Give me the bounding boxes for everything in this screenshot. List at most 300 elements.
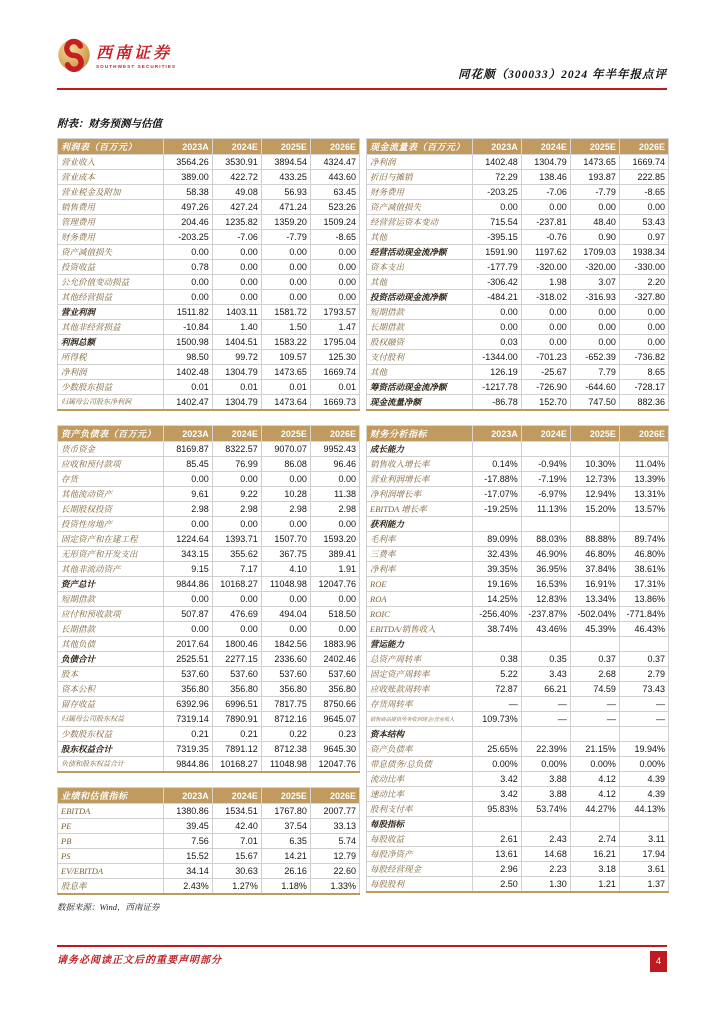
cell-value: 2.96: [472, 862, 521, 877]
cell-value: 8.65: [619, 365, 668, 380]
cell-value: -86.78: [472, 395, 521, 411]
row-label: 折旧与摊销: [367, 170, 473, 185]
cell-value: 39.35%: [472, 562, 521, 577]
row-label: 股息率: [58, 879, 164, 895]
cell-value: 15.52: [163, 849, 212, 864]
cell-value: -0.94%: [521, 457, 570, 472]
table-row: [58, 290, 360, 305]
cell-value: 0.00: [310, 622, 359, 637]
cell-value: 0.00: [261, 275, 310, 290]
cell-value: 2007.77: [310, 804, 359, 819]
cell-value: 49.08: [212, 185, 261, 200]
cell-value: -7.06: [521, 185, 570, 200]
year-column-header: 2024E: [212, 139, 261, 155]
cell-value: 1842.56: [261, 637, 310, 652]
row-label: 负债和股东权益合计: [58, 757, 164, 773]
row-label: 存货周转率: [367, 697, 473, 712]
cell-value: -203.25: [163, 230, 212, 245]
cell-value: -17.88%: [472, 472, 521, 487]
row-label: EV/EBITDA: [58, 864, 164, 879]
row-label: 营业收入: [58, 155, 164, 170]
row-label: 其他经营损益: [58, 290, 164, 305]
table-row: [367, 697, 669, 712]
appendix-title: 附表：财务预测与估值: [57, 119, 162, 130]
cell-value: 0.00: [472, 305, 521, 320]
table-row: [58, 472, 360, 487]
cell-value: 63.45: [310, 185, 359, 200]
cell-value: 1581.72: [261, 305, 310, 320]
cell-value: 9.22: [212, 487, 261, 502]
table-row: [367, 275, 669, 290]
table-row: [367, 607, 669, 622]
cell-value: 2.43: [521, 832, 570, 847]
cell-value: 8169.87: [163, 442, 212, 457]
row-label: 净利润: [58, 365, 164, 380]
row-label: 财务费用: [58, 230, 164, 245]
cell-value: —: [521, 712, 570, 727]
cell-value: 10.30%: [570, 457, 619, 472]
cell-value: 0.00%: [521, 757, 570, 772]
table-row: [58, 667, 360, 682]
cell-value: 7.17: [212, 562, 261, 577]
row-label: 股本: [58, 667, 164, 682]
cell-value: 0.03: [472, 335, 521, 350]
cell-value: 0.00: [212, 260, 261, 275]
cell-value: 1.98: [521, 275, 570, 290]
cell-value: 715.54: [472, 215, 521, 230]
cell-value: -203.25: [472, 185, 521, 200]
row-label: 净利润: [367, 155, 473, 170]
balance-sheet-table: [57, 425, 360, 773]
table-row: [367, 305, 669, 320]
row-label: 资本结构: [367, 727, 473, 742]
cell-value: 15.67: [212, 849, 261, 864]
cell-value: 0.00: [163, 622, 212, 637]
cell-value: -701.23: [521, 350, 570, 365]
table-row: [58, 502, 360, 517]
cell-value: 2525.51: [163, 652, 212, 667]
table-row: [58, 350, 360, 365]
cell-value: 10.28: [261, 487, 310, 502]
cell-value: 9.15: [163, 562, 212, 577]
table-row: [367, 622, 669, 637]
cell-value: 8750.66: [310, 697, 359, 712]
row-label: 货币资金: [58, 442, 164, 457]
cell-value: 11.38: [310, 487, 359, 502]
table-row: [367, 742, 669, 757]
cell-value: 1.30: [521, 877, 570, 893]
brand-logo: [57, 38, 176, 77]
cell-value: [619, 517, 668, 532]
cell-value: 537.60: [163, 667, 212, 682]
table-row: [367, 155, 669, 170]
cell-value: 73.43: [619, 682, 668, 697]
cell-value: 1795.04: [310, 335, 359, 350]
row-label: 毛利率: [367, 532, 473, 547]
cell-value: 6392.96: [163, 697, 212, 712]
cell-value: 3.88: [521, 787, 570, 802]
cell-value: 537.60: [212, 667, 261, 682]
table-row: [58, 562, 360, 577]
cell-value: -484.21: [472, 290, 521, 305]
cell-value: 356.80: [261, 682, 310, 697]
cell-value: 193.87: [570, 170, 619, 185]
cell-value: 14.21: [261, 849, 310, 864]
cell-value: 0.00: [619, 305, 668, 320]
cell-value: 1393.71: [212, 532, 261, 547]
cell-value: 85.45: [163, 457, 212, 472]
cell-value: 16.21: [570, 847, 619, 862]
row-label: 每股收益: [367, 832, 473, 847]
cell-value: 3530.91: [212, 155, 261, 170]
cell-value: 0.00: [521, 200, 570, 215]
row-label: 应收账款周转率: [367, 682, 473, 697]
cell-value: [570, 727, 619, 742]
cell-value: 0.01: [163, 380, 212, 395]
cell-value: 56.93: [261, 185, 310, 200]
cell-value: -771.84%: [619, 607, 668, 622]
table-row: [58, 185, 360, 200]
table-row: [367, 772, 669, 787]
cell-value: 0.00: [212, 290, 261, 305]
table-row: [58, 849, 360, 864]
cell-value: 58.38: [163, 185, 212, 200]
cell-value: 46.43%: [619, 622, 668, 637]
cell-value: -644.60: [570, 380, 619, 395]
table-row: [58, 652, 360, 667]
cell-value: 95.83%: [472, 802, 521, 817]
cell-value: 1669.74: [619, 155, 668, 170]
row-label: 销售收入增长率: [367, 457, 473, 472]
cell-value: 3.43: [521, 667, 570, 682]
cell-value: 11.04%: [619, 457, 668, 472]
spacer: [57, 773, 360, 787]
row-label: 现金流量净额: [367, 395, 473, 411]
table-row: [367, 350, 669, 365]
cell-value: [472, 727, 521, 742]
cell-value: 0.00%: [619, 757, 668, 772]
cell-value: 1473.64: [261, 395, 310, 411]
row-label: 投资活动现金流净额: [367, 290, 473, 305]
table-row: [58, 365, 360, 380]
cell-value: 89.74%: [619, 532, 668, 547]
cell-value: -7.79: [261, 230, 310, 245]
cell-value: 0.37: [570, 652, 619, 667]
table-row: [58, 442, 360, 457]
cell-value: 1509.24: [310, 215, 359, 230]
cell-value: 0.00: [261, 517, 310, 532]
cell-value: 10168.27: [212, 577, 261, 592]
row-label: 资产负债率: [367, 742, 473, 757]
table-title: 业绩和估值指标: [58, 788, 164, 804]
row-label: 财务费用: [367, 185, 473, 200]
year-column-header: 2024E: [521, 426, 570, 442]
cell-value: 1767.80: [261, 804, 310, 819]
cell-value: 3.18: [570, 862, 619, 877]
cell-value: 96.46: [310, 457, 359, 472]
table-row: [58, 622, 360, 637]
table-row: [58, 532, 360, 547]
cell-value: 9952.43: [310, 442, 359, 457]
cell-value: 0.00: [212, 472, 261, 487]
row-label: 少数股东权益: [58, 727, 164, 742]
cell-value: 0.00: [472, 200, 521, 215]
row-label: 投资收益: [58, 260, 164, 275]
cell-value: 9070.07: [261, 442, 310, 457]
table-row: [58, 742, 360, 757]
row-label: 长期股权投资: [58, 502, 164, 517]
row-label: EBITDA: [58, 804, 164, 819]
cell-value: 1793.57: [310, 305, 359, 320]
cell-value: 1224.64: [163, 532, 212, 547]
cell-value: 3.61: [619, 862, 668, 877]
cell-value: 0.00: [521, 335, 570, 350]
table-row: [58, 697, 360, 712]
cell-value: 1.27%: [212, 879, 261, 895]
cell-value: 427.24: [212, 200, 261, 215]
cell-value: 1500.98: [163, 335, 212, 350]
cell-value: -652.39: [570, 350, 619, 365]
row-label: 所得税: [58, 350, 164, 365]
year-column-header: 2026E: [310, 139, 359, 155]
cell-value: 1591.90: [472, 245, 521, 260]
cell-value: -10.84: [163, 320, 212, 335]
row-label: ROIC: [367, 607, 473, 622]
cell-value: 12047.76: [310, 577, 359, 592]
cash-flow-table: [366, 138, 669, 411]
cell-value: 0.00: [310, 592, 359, 607]
cell-value: [472, 517, 521, 532]
cell-value: [619, 817, 668, 832]
cell-value: [521, 637, 570, 652]
cell-value: -395.15: [472, 230, 521, 245]
cell-value: 11048.98: [261, 757, 310, 773]
row-label: ROA: [367, 592, 473, 607]
row-label: 三费率: [367, 547, 473, 562]
cell-value: 10168.27: [212, 757, 261, 773]
row-label: 短期借款: [367, 305, 473, 320]
table-header-row: [58, 139, 360, 155]
table-row: [367, 260, 669, 275]
cell-value: 37.54: [261, 819, 310, 834]
cell-value: 2277.15: [212, 652, 261, 667]
cell-value: 0.00: [521, 320, 570, 335]
section-header-row: [367, 442, 669, 457]
cell-value: [619, 637, 668, 652]
table-row: [58, 335, 360, 350]
cell-value: 13.39%: [619, 472, 668, 487]
cell-value: 38.74%: [472, 622, 521, 637]
cell-value: 26.16: [261, 864, 310, 879]
table-row: [367, 472, 669, 487]
row-label: EBITDA/销售收入: [367, 622, 473, 637]
cell-value: 507.87: [163, 607, 212, 622]
cell-value: 0.00: [261, 260, 310, 275]
cell-value: 13.86%: [619, 592, 668, 607]
cell-value: 0.01: [310, 380, 359, 395]
row-label: EBITDA 增长率: [367, 502, 473, 517]
cell-value: -318.02: [521, 290, 570, 305]
cell-value: 1380.86: [163, 804, 212, 819]
table-row: [58, 275, 360, 290]
cell-value: -330.00: [619, 260, 668, 275]
table-row: [58, 577, 360, 592]
cell-value: 537.60: [310, 667, 359, 682]
cell-value: 1669.73: [310, 395, 359, 411]
cell-value: 1709.03: [570, 245, 619, 260]
cell-value: 2.23: [521, 862, 570, 877]
cell-value: 0.00: [163, 275, 212, 290]
cell-value: 1938.34: [619, 245, 668, 260]
cell-value: 37.84%: [570, 562, 619, 577]
cell-value: 0.00: [261, 622, 310, 637]
brand-name-cn: 西南证券: [96, 44, 173, 62]
cell-value: 22.60: [310, 864, 359, 879]
cell-value: 0.00: [310, 260, 359, 275]
cell-value: 0.00: [261, 592, 310, 607]
cell-value: 0.00: [310, 275, 359, 290]
cell-value: 99.72: [212, 350, 261, 365]
cell-value: 1.91: [310, 562, 359, 577]
row-label: 无形资产和开发支出: [58, 547, 164, 562]
spacer: [366, 411, 669, 425]
cell-value: [521, 817, 570, 832]
cell-value: 0.00: [570, 200, 619, 215]
table-row: [58, 727, 360, 742]
table-row: [367, 335, 669, 350]
cell-value: 0.00%: [570, 757, 619, 772]
cell-value: 367.75: [261, 547, 310, 562]
cell-value: 1883.96: [310, 637, 359, 652]
cell-value: 45.39%: [570, 622, 619, 637]
cell-value: 0.00: [261, 290, 310, 305]
table-title: 资产负债表（百万元）: [58, 426, 164, 442]
cell-value: 476.69: [212, 607, 261, 622]
cell-value: 0.00: [212, 275, 261, 290]
row-label: 其他: [367, 230, 473, 245]
cell-value: 88.88%: [570, 532, 619, 547]
cell-value: 39.45: [163, 819, 212, 834]
cell-value: 109.73%: [472, 712, 521, 727]
row-label: 每股股利: [367, 877, 473, 893]
cell-value: 0.00: [212, 245, 261, 260]
row-label: 经营活动现金流净额: [367, 245, 473, 260]
cell-value: 13.61: [472, 847, 521, 862]
section-header-row: [367, 817, 669, 832]
year-column-header: 2026E: [619, 426, 668, 442]
row-label: 营业成本: [58, 170, 164, 185]
cell-value: 0.14%: [472, 457, 521, 472]
row-label: 其他负债: [58, 637, 164, 652]
page-footer: [57, 945, 667, 972]
cell-value: 0.22: [261, 727, 310, 742]
cell-value: 13.31%: [619, 487, 668, 502]
cell-value: 13.57%: [619, 502, 668, 517]
table-row: [367, 365, 669, 380]
table-row: [367, 877, 669, 893]
document-title: 同花顺（300033）2024 年半年报点评: [458, 69, 667, 81]
cell-value: 497.26: [163, 200, 212, 215]
year-column-header: 2023A: [163, 426, 212, 442]
table-row: [58, 380, 360, 395]
cell-value: 537.60: [261, 667, 310, 682]
cell-value: 13.34%: [570, 592, 619, 607]
table-row: [58, 395, 360, 411]
cell-value: 3.42: [472, 787, 521, 802]
row-label: 应收和预付款项: [58, 457, 164, 472]
table-row: [58, 215, 360, 230]
cell-value: 0.00: [619, 200, 668, 215]
row-label: 资产减值损失: [58, 245, 164, 260]
cell-value: 1304.79: [212, 365, 261, 380]
table-row: [367, 320, 669, 335]
year-column-header: 2025E: [570, 426, 619, 442]
cell-value: 0.00: [163, 472, 212, 487]
cell-value: -7.79: [570, 185, 619, 200]
footer-disclaimer: 请务必阅读正文后的重要声明部分: [57, 955, 222, 966]
cell-value: -0.76: [521, 230, 570, 245]
table-row: [58, 170, 360, 185]
right-column: [366, 138, 669, 913]
cell-value: 5.22: [472, 667, 521, 682]
cell-value: 22.39%: [521, 742, 570, 757]
cell-value: 38.61%: [619, 562, 668, 577]
table-row: [367, 802, 669, 817]
cell-value: 2.74: [570, 832, 619, 847]
table-row: [58, 547, 360, 562]
cell-value: 19.94%: [619, 742, 668, 757]
cell-value: —: [619, 712, 668, 727]
cell-value: 204.46: [163, 215, 212, 230]
cell-value: 0.00: [310, 472, 359, 487]
row-label: 其他: [367, 365, 473, 380]
appendix-content: [57, 116, 669, 913]
cell-value: 0.00: [261, 472, 310, 487]
cell-value: 518.50: [310, 607, 359, 622]
row-label: 少数股东损益: [58, 380, 164, 395]
financial-indicators-table: [366, 425, 669, 893]
cell-value: 343.15: [163, 547, 212, 562]
cell-value: [570, 517, 619, 532]
table-header-row: [58, 426, 360, 442]
year-column-header: 2025E: [570, 139, 619, 155]
year-column-header: 2025E: [261, 139, 310, 155]
section-header-row: [367, 637, 669, 652]
cell-value: 30.63: [212, 864, 261, 879]
table-row: [367, 200, 669, 215]
cell-value: 2.98: [163, 502, 212, 517]
cell-value: 34.14: [163, 864, 212, 879]
table-row: [367, 592, 669, 607]
table-row: [367, 787, 669, 802]
table-row: [367, 380, 669, 395]
cell-value: 2.61: [472, 832, 521, 847]
row-label: PB: [58, 834, 164, 849]
cell-value: 14.68: [521, 847, 570, 862]
cell-value: 0.00%: [472, 757, 521, 772]
data-source-note: 数据来源：Wind，西南证券: [57, 902, 160, 912]
cell-value: [619, 442, 668, 457]
cell-value: 11.13%: [521, 502, 570, 517]
cell-value: 0.00: [163, 592, 212, 607]
row-label: 资本支出: [367, 260, 473, 275]
cell-value: -17.07%: [472, 487, 521, 502]
cell-value: 7.01: [212, 834, 261, 849]
cell-value: 0.37: [619, 652, 668, 667]
row-label: 获利能力: [367, 517, 473, 532]
cell-value: 17.94: [619, 847, 668, 862]
cell-value: 46.90%: [521, 547, 570, 562]
